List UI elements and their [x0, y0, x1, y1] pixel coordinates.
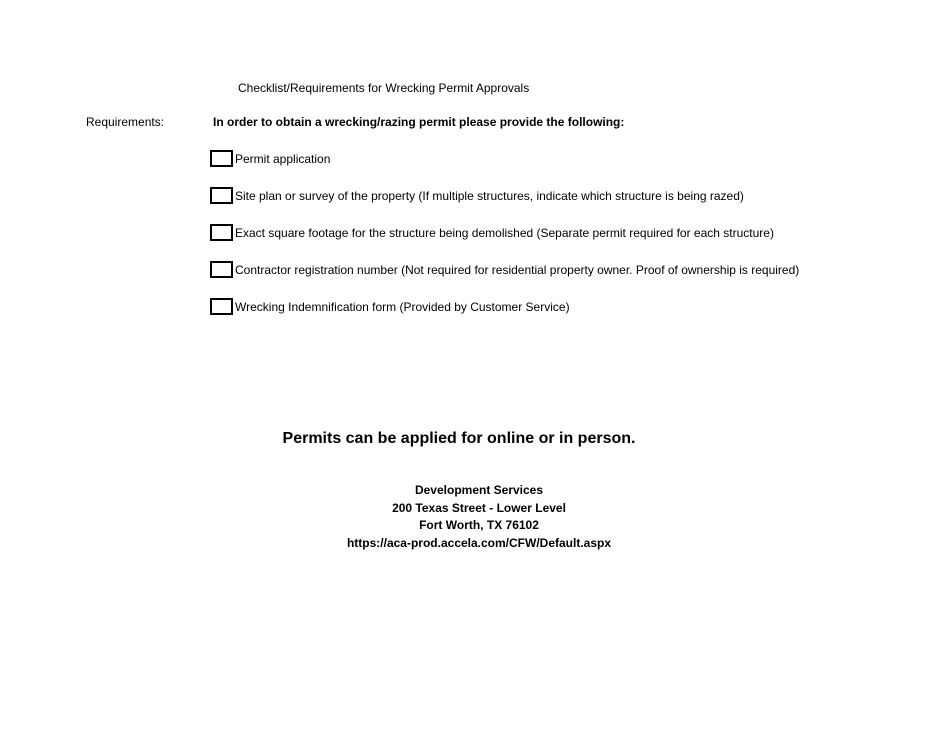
checklist-item — [210, 148, 930, 185]
requirements-intro: In order to obtain a wrecking/razing permit please provide the following: — [213, 115, 625, 129]
checklist-item — [210, 185, 930, 222]
checklist-item-label: Site plan or survey of the property (If multiple structures, indicate which structure is being razed) — [235, 189, 744, 203]
requirements-checklist — [210, 148, 930, 333]
checklist-item-label: Wrecking Indemnification form (Provided by Customer Service) — [235, 300, 570, 314]
checkbox[interactable] — [210, 187, 233, 204]
permit-portal-link[interactable]: https://aca-prod.accela.com/CFW/Default.aspx — [346, 535, 612, 550]
apply-headline: Permits can be applied for online or in person. — [282, 430, 636, 447]
city-state-zip: Fort Worth, TX 76102 — [419, 518, 539, 532]
contact-block — [0, 482, 950, 552]
department-name: Development Services — [414, 483, 544, 497]
checklist-item-label: Exact square footage for the structure being demolished (Separate permit required for each structure) — [235, 226, 774, 240]
page-title: Checklist/Requirements for Wrecking Permit Approvals — [238, 81, 530, 95]
checkbox[interactable] — [210, 224, 233, 241]
checklist-item — [210, 296, 930, 333]
checkbox[interactable] — [210, 298, 233, 315]
checkbox[interactable] — [210, 150, 233, 167]
requirements-label: Requirements: — [86, 115, 165, 129]
checklist-item — [210, 222, 930, 259]
checkbox[interactable] — [210, 261, 233, 278]
checklist-item-label: Permit application — [235, 152, 331, 166]
checklist-item-label: Contractor registration number (Not required for residential property owner. Proof of ownership is required) — [235, 263, 800, 277]
checklist-item — [210, 259, 930, 296]
street-address: 200 Texas Street - Lower Level — [392, 500, 566, 515]
